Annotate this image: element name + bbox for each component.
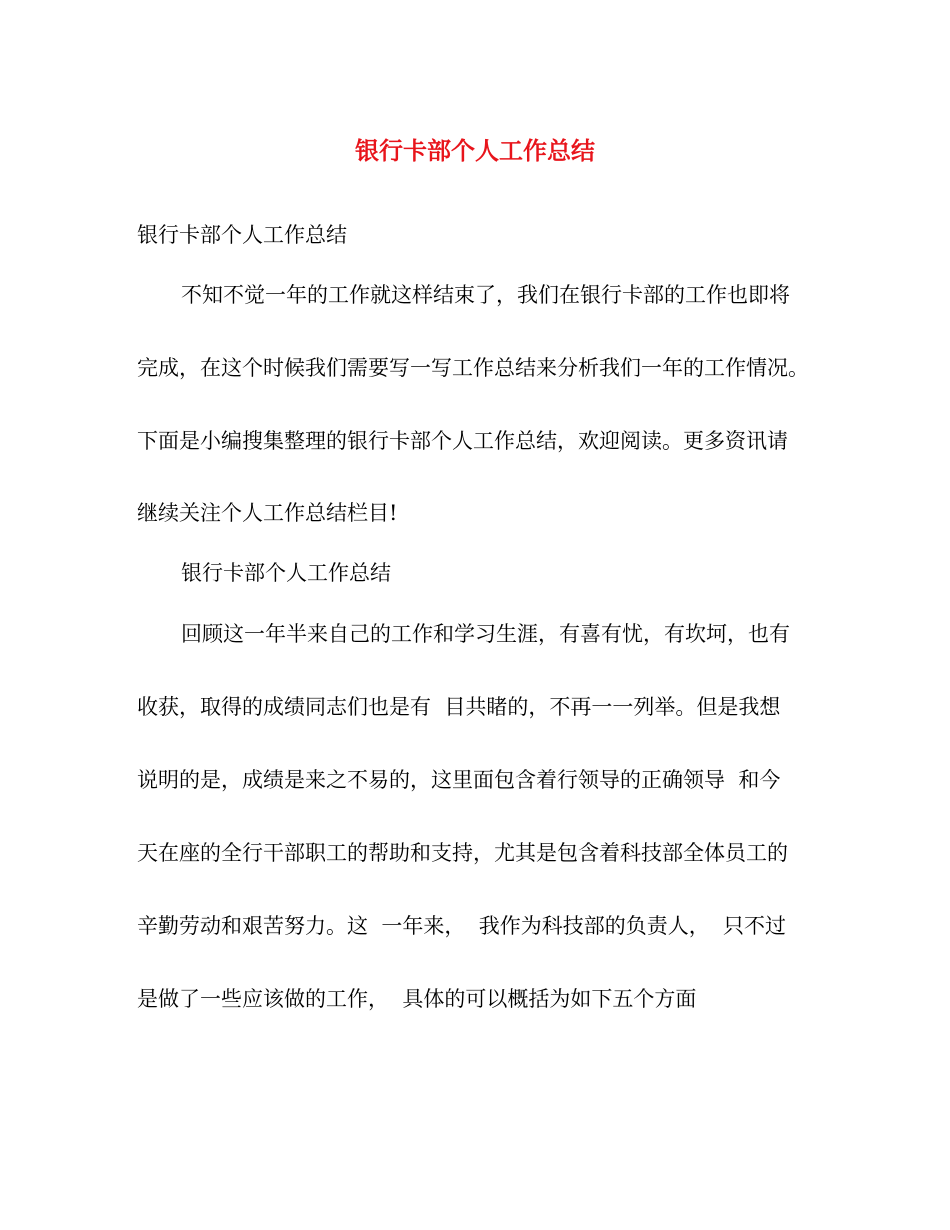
intro-line-3: 下面是小编搜集整理的银行卡部个人工作总结，欢迎阅读。更多资讯请 <box>137 429 788 453</box>
document-heading: 银行卡部个人工作总结 <box>137 223 347 247</box>
body-line-4: 天在座的全行干部职工的帮助和支持，尤其是包含着科技部全体员工的 <box>137 841 788 865</box>
body-line-6: 是做了一些应该做的工作， 具体的可以概括为如下五个方面 <box>137 987 697 1011</box>
intro-line-2: 完成，在这个时候我们需要写一写工作总结来分析我们一年的工作情况。 <box>137 356 809 380</box>
body-line-1: 回顾这一年半来自己的工作和学习生涯，有喜有忧，有坎坷，也有 <box>181 622 790 646</box>
document-subheading: 银行卡部个人工作总结 <box>181 561 391 585</box>
intro-line-4: 继续关注个人工作总结栏目! <box>137 501 398 525</box>
body-line-2: 收获，取得的成绩同志们也是有 目共睹的，不再一一列举。但是我想 <box>137 695 781 719</box>
body-line-5: 辛勤劳动和艰苦努力。这 一年来， 我作为科技部的负责人， 只不过 <box>137 914 787 938</box>
intro-line-1: 不知不觉一年的工作就这样结束了，我们在银行卡部的工作也即将 <box>181 283 790 307</box>
body-line-3: 说明的是，成绩是来之不易的，这里面包含着行领导的正确领导 和今 <box>137 768 781 792</box>
document-title: 银行卡部个人工作总结 <box>355 136 595 165</box>
